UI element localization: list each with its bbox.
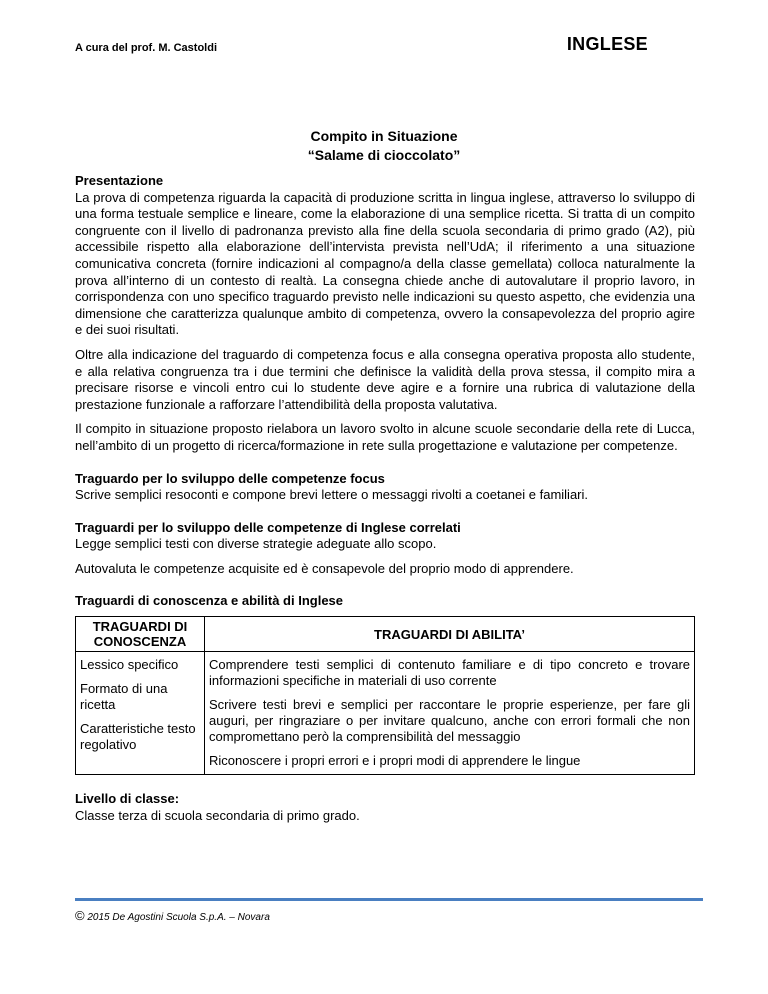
table-cell-abilita (205, 652, 695, 775)
footer-divider (75, 898, 703, 901)
table-header-conoscenza: TRAGUARDI DI CONOSCENZA (76, 617, 205, 652)
correlati-text-2-content: Autovaluta le competenze acquisite ed è consapevole del proprio modo di apprendere. (75, 560, 574, 576)
abilita-item: Scrivere testi brevi e semplici per raccontare le proprie esperienze, per fare gli auguri, per ringraziare o per invitare qualcuno, anche con errori formali che non compromettano però la comprensibilità del messaggio (209, 697, 690, 745)
presentazione-paragraph-2: Oltre alla indicazione del traguardo di competenza focus e alla consegna operativa proposta allo studente, e alla relativa congruenza tra i due termini che definisce la validità della prova stessa, il compito mira a precisare risorse e vincoli entro cui lo studente deve agire e a fornire una rubrica di valutazione della prestazione funzionale a rafforzare l’attendibilità della proposta valutativa. (75, 346, 695, 412)
traguardi-table (75, 616, 695, 775)
presentazione-paragraph-1: La prova di competenza riguarda la capacità di produzione scritta in lingua inglese, attraverso lo sviluppo di una forma testuale semplice e lineare, come la elaborazione di una semplice ricetta. Si tratta di un compito congruente con il livello di padronanza previsto alla fine della scuola secondaria di primo grado (A2), più accessibile rispetto alla elaborazione dell’intervista prevista nell’UdA; il riferimento a una situazione comunicativa concreta (fornire indicazioni al compagno/a della classe gemellata) colloca naturalmente la prova all’interno di un contesto di realtà. La consegna chiede anche di autovalutare il proprio lavoro, in corrispondenza con uno specifico traguardo previsto nelle indicazioni su questo aspetto, che evidenzia una dimensione che caratterizza qualunque ambito di competenza, ovvero la consapevolezza del proprio agire e dei suoi risultati. (75, 189, 695, 338)
document-body (75, 173, 695, 824)
copyright-icon: © (75, 908, 85, 923)
table-cell-conoscenza (76, 652, 205, 775)
correlati-heading: Traguardi per lo sviluppo delle competenze di Inglese correlati (75, 519, 461, 535)
conoscenza-item: Lessico specifico (80, 657, 179, 673)
document-title (0, 127, 768, 165)
livello-heading: Livello di classe: (75, 791, 180, 807)
focus-heading: Traguardo per lo sviluppo delle competenze focus (75, 470, 385, 486)
title-line-2: “Salame di cioccolato” (307, 147, 461, 163)
presentazione-heading: Presentazione (75, 173, 164, 188)
title-line-1: Compito in Situazione (310, 128, 458, 144)
table-header-row (76, 617, 695, 652)
conoscenza-item: Caratteristiche testo regolativo (80, 721, 196, 753)
header-subject: INGLESE (566, 34, 648, 54)
footer-text: 2015 De Agostini Scuola S.p.A. – Novara (84, 912, 270, 923)
conoscenza-item: Formato di una ricetta (80, 681, 168, 713)
focus-text: Scrive semplici resoconti e compone brevi lettere o messaggi rivolti a coetanei e familiari. (75, 487, 588, 503)
presentazione-paragraph-3: Il compito in situazione proposto rielabora un lavoro svolto in alcune scuole secondarie della rete di Lucca, nell’ambito di un progetto di ricerca/formazione in rete sulla progettazione e valutazione per competenze. (75, 421, 695, 453)
livello-text: Classe terza di scuola secondaria di primo grado. (75, 807, 360, 823)
correlati-text-1: Legge semplici testi con diverse strategie adeguate allo scopo. (75, 536, 437, 552)
header-author: A cura del prof. M. Castoldi (75, 42, 217, 54)
correlati-text-2 (75, 561, 695, 578)
table-row (76, 652, 695, 775)
footer (75, 908, 270, 923)
table-header-abilita: TRAGUARDI DI ABILITA’ (205, 617, 695, 652)
conoscenza-heading: Traguardi di conoscenza e abilità di Inglese (75, 593, 344, 609)
abilita-item: Riconoscere i propri errori e i propri modi di apprendere le lingue (209, 753, 581, 769)
abilita-item: Comprendere testi semplici di contenuto familiare e di tipo concreto e trovare informazioni specifiche in materiali di uso corrente (209, 657, 690, 689)
